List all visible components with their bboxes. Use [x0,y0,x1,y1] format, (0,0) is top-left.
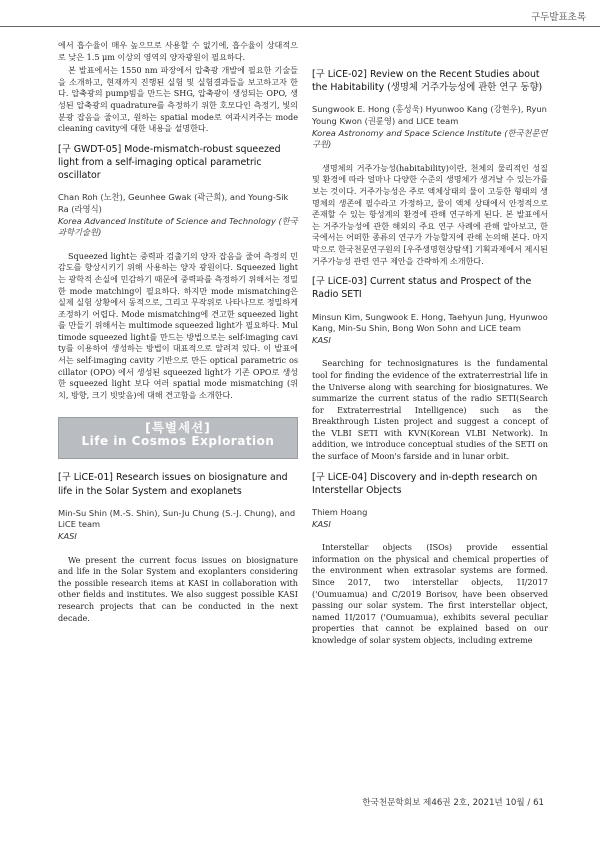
abstract-body-lice-04: Interstellar objects (ISOs) provide essential information on the physical and chemical properties of the environment when extrasolar systems are formed. Since 2017, two interstellar objects, 1I/2017 ('Oumuamua) and C/2019 Borisov, have been observed passing our solar system. The first interstellar object, named 1I/2017 ('Oumuamua), exhibits several peculiar properties that cannot be explained based on our knowledge of solar system objects, including extreme [312,542,548,645]
abstract-authors-lice-03: Minsun Kim, Sungwook E. Hong, Taehyun Jung, Hyunwoo Kang, Min-Su Shin, Bong Won Sohn and LiCE team [312,311,548,334]
abstract-affiliation-lice-01: KASI [58,531,77,542]
right-column [312,40,548,649]
abstract-body-gwdt-05: Squeezed light는 중력파 검출기의 양자 잡음을 줄여 측정의 민감도를 향상시키기 위해 사용하는 양자 광원이다. Squeezed light는 광학적 손실에 민감하기 때문에 중력파를 측정하기 위해서는 정밀한 mode matching이 필요하다. 하지만 mode mismatching은 실제 실험 상황에서 동적으로, 그리고 무작위로 나타나므로 정밀하게 조정하기 어렵다. Mode mismatching에 견고한 squeezed light를 만들기 위해서는 multimode squeezed light가 필요하다. Multimode squeezed light를 만드는 방법으로는 self-imaging cavity를 이용하여 생성하는 방법이 대표적으로 알려져 있다. 이 발표에서는 self-imaging cavity 기반으로 만든 optical parametric oscillator (OPO) 에서 생성된 squeezed light가 기존 OPO로 생성한 squeezed light 보다 여러 spatial mode mismatching (위치, 방향, 크기 빗맞음)에 대해 견고함을 소개한다. [58,250,298,400]
left-column [58,40,298,626]
header-divider [0,26,600,27]
abstract-authors-lice-04: Thiem Hoang [312,507,368,518]
abstract-affiliation-lice-02: Korea Astronomy and Space Science Institute (한국천문연구원) [312,127,548,150]
abstract-body-lice-03: Searching for technosignatures is the fundamental tool for finding the evidence of the extraterrestrial life in the Universe along with searching for biosignatures. We summarize the current status of the radio SETI(Search for Extraterrestrial Intelligence) such as the Breakthrough Listen project and suggest a concept of the VLBI SETI with KVN(Korean VLBI Network). In addition, we introduce conceptual studies of the SETI on the surface of Moon's farside and in lunar orbit. [312,358,548,462]
abstract-title-lice-03: [구 LiCE-03] Current status and Prospect of the Radio SETI [312,276,532,301]
abstract-body-lice-01: We present the current focus issues on biosignature and life in the Solar System and exoplanters considering the possible research items at KASI in collaboration with other fields and institutes. We also suggest possible KASI research projects that can be conducted in the next decade. [58,554,298,623]
banner-title: [특별세션] [145,420,211,436]
abstract-authors-lice-02: Sungwook E. Hong (홍성욱) Hyunwoo Kang (강현우), Ryun Young Kwon (권륜영) and LICE team [312,104,547,126]
abstract-affiliation-lice-04: KASI [312,518,331,529]
abstract-title-gwdt-05: [구 GWDT-05] Mode-mismatch-robust squeezed light from a self-imaging optical parametric oscillator [58,143,281,182]
abstract-title-lice-04: [구 LiCE-04] Discovery and in-depth research on Interstellar Objects [312,471,538,496]
intro-paragraph-2: 본 발표에서는 1550 nm 파장에서 압축광 개발에 필요한 기술들을 소개하고, 현재까지 진행된 실험 및 실험결과들을 보고하고자 한다. 압축광의 pump빔을 만드는 SHG, 압축광이 생성되는 OPO, 생성된 압축광의 quadrature를 측정하기 위한 호모다인 측정기, 빛의 분광 잡음을 줄이고, 원하는 spatial mode로 여과시켜주는 mode cleaning cavity에 대한 내용을 설명한다. [58,65,298,134]
abstract-affiliation-lice-03: KASI [312,334,331,345]
abstract-title-lice-02: [구 LiCE-02] Review on the Recent Studies about the Habitability (생명체 거주가능성에 관한 연구 동향) [312,69,543,94]
abstract-title-lice-01: [구 LiCE-01] Research issues on biosignature and life in the Solar System and exoplanets [58,472,288,497]
intro-paragraph-1: 에서 흡수율이 매우 높으므로 사용할 수 없기에, 흡수율이 상대적으로 낮은 1.5 μm 이상의 영역의 양자광원이 필요하다. [58,40,298,62]
abstract-affiliation-gwdt-05: Korea Advanced Institute of Science and Technology (한국과학기술원) [58,215,298,238]
section-header-label: 구두발표초록 [530,12,586,23]
abstract-body-lice-02: 생명체의 거주가능성(habitability)이란, 천체의 물리적인 성질 및 환경에 따라 얼마나 다양한 수준의 생명체가 생겨날 수 있는가를 보는 것이다. 거주가능성은 주로 액체상태의 물이 고등한 형태의 생명체의 생존에 필수라고 가정하고, 물이 액체 상태에서 안정적으로 존재할 수 있는 항성계의 환경에 관해 연구하게 된다. 본 발표에서는 거주가능성에 관한 해외의 주요 연구 사례에 관해 알아보고, 한국에서는 어떠한 종류의 연구가 가능할지에 관해 논의해 본다. 마지막으로 한국천문연구원의 [우주생명현상탐색] 기획과제에서 제시된 거주가능성 관련 연구 제안을 간략하게 소개한다. [312,162,548,266]
page-footer: 한국천문학회보 제46권 2호, 2021년 10월 / 61 [362,798,544,808]
abstract-authors-gwdt-05: Chan Roh (노찬), Geunhee Gwak (곽근희), and Young-Sik Ra (라영식) [58,192,289,214]
special-session-banner [58,417,298,459]
banner-subtitle: Life in Cosmos Exploration [81,434,275,449]
abstract-authors-lice-01: Min-Su Shin (M.-S. Shin), Sun-Ju Chung (S.-J. Chung), and LiCE team [58,507,296,530]
